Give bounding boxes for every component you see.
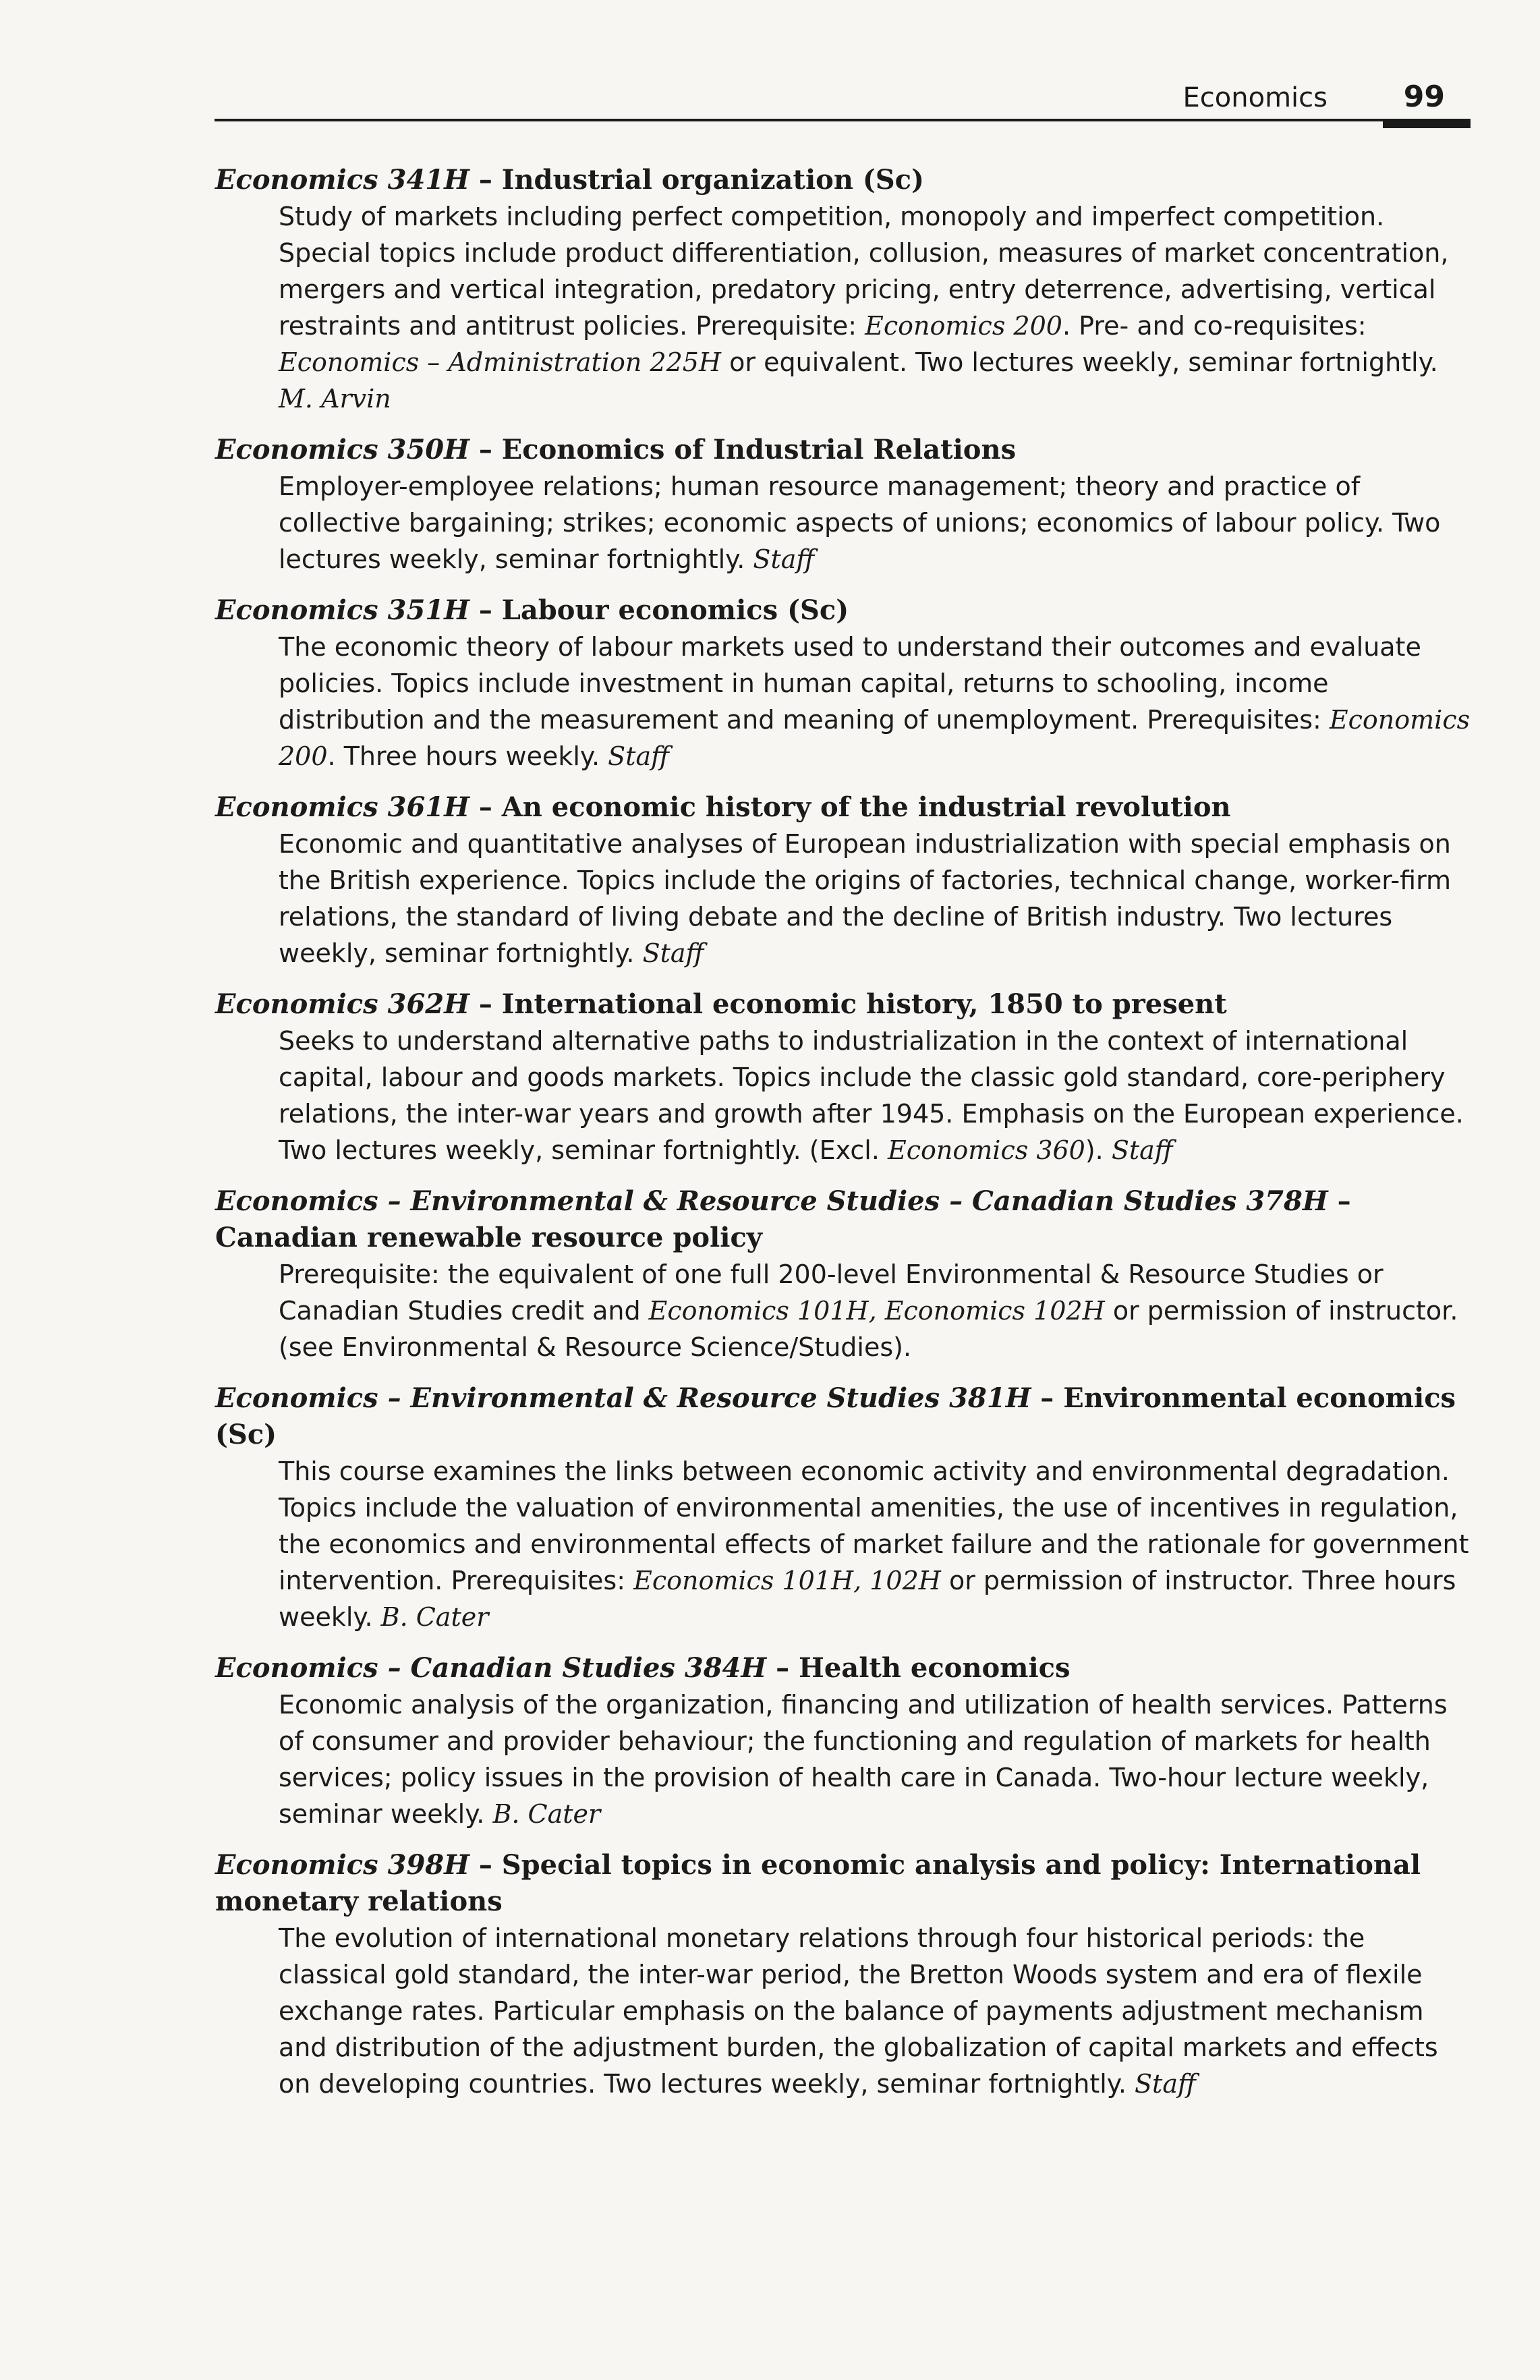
page-number: 99 — [1403, 80, 1445, 114]
course-entry — [206, 789, 1474, 971]
course-list — [206, 162, 1474, 2117]
course-entry — [206, 1847, 1474, 2102]
course-heading: Economics – Environmental & Resource Studies – Canadian Studies 378H – Canadian renewable resource policy — [215, 1185, 1351, 1253]
course-entry — [206, 986, 1474, 1168]
course-entry — [206, 432, 1474, 577]
course-description: Employer-employee relations; human resource management; theory and practice of collective bargaining; strikes; economic aspects of unions; economics of labour policy. Two lectures weekly, seminar fortnightly. Staff — [279, 472, 1441, 574]
course-title: Labour economics (Sc) — [501, 594, 849, 626]
course-title: Industrial organization (Sc) — [501, 164, 924, 196]
course-code: Economics – Environmental & Resource Studies – Canadian Studies 378H — [215, 1185, 1328, 1217]
instructor: M. Arvin — [279, 384, 391, 414]
course-code: Economics 361H — [215, 791, 469, 823]
instructor: Staff — [1135, 2069, 1196, 2099]
course-entry — [206, 162, 1474, 417]
course-entry — [206, 1650, 1474, 1832]
course-heading: Economics 350H – Economics of Industrial Relations — [215, 434, 1017, 465]
course-code: Economics 362H — [215, 988, 469, 1020]
course-title: International economic history, 1850 to present — [501, 988, 1227, 1020]
course-heading: Economics 351H – Labour economics (Sc) — [215, 594, 849, 626]
excluded-course: Economics 360 — [888, 1135, 1085, 1165]
course-description: Study of markets including perfect competition, monopoly and imperfect competition. Special topics include product differentiation, collusion, measures of market concentration, mergers and vertical integration, predatory pricing, entry deterrence, advertising, vertical restraints and antitrust policies. Prerequisite: Economics 200. Pre- and co-requisites: Economics – Administration 225H or equivalent. Two lectures weekly, seminar fortnightly. M. Arvin — [279, 202, 1449, 414]
course-heading: Economics – Environmental & Resource Studies 381H – Environmental economics (Sc) — [215, 1382, 1456, 1450]
course-code: Economics 398H — [215, 1849, 469, 1881]
course-description: Economic and quantitative analyses of European industrialization with special emphasis on the British experience. Topics include the origins of factories, technical change, worker-firm relations, the standard of living debate and the decline of British industry. Two lectures weekly, seminar fortnightly. Staff — [279, 829, 1452, 968]
instructor: Staff — [1111, 1135, 1173, 1165]
course-entry — [206, 1183, 1474, 1365]
course-heading: Economics 398H – Special topics in economic analysis and policy: International monetary relations — [215, 1849, 1421, 1917]
course-heading: Economics 341H – Industrial organization (Sc) — [215, 164, 924, 196]
instructor: B. Cater — [380, 1602, 489, 1632]
course-code: Economics – Environmental & Resource Studies 381H — [215, 1382, 1031, 1414]
course-description: The economic theory of labour markets used to understand their outcomes and evaluate policies. Topics include investment in human capital, returns to schooling, income distribution and the measurement and meaning of unemployment. Prerequisites: Economics 200. Three hours weekly. Staff — [279, 632, 1471, 771]
prerequisite-course: Economics 101H, 102H — [633, 1566, 941, 1595]
prerequisite-course: Economics 200 — [865, 311, 1062, 341]
course-heading: Economics – Canadian Studies 384H – Health economics — [215, 1652, 1071, 1684]
course-description: This course examines the links between economic activity and environmental degradation. Topics include the valuation of environmental amenities, the use of incentives in regulation, the economics and environmental effects of market failure and the rationale for government intervention. Prerequisites: Economics 101H, 102H or permission of instructor. Three hours weekly. B. Cater — [279, 1456, 1469, 1632]
instructor: Staff — [608, 741, 670, 771]
prerequisite-course: Economics 101H, Economics 102H — [648, 1296, 1105, 1326]
course-heading: Economics 362H – International economic history, 1850 to present — [215, 988, 1227, 1020]
course-entry — [206, 592, 1474, 774]
course-description: Seeks to understand alternative paths to industrialization in the context of international capital, labour and goods markets. Topics include the classic gold standard, core-periphery relations, the inter-war years and growth after 1945. Emphasis on the European experience. Two lectures weekly, seminar fortnightly. (Excl. Economics 360). Staff — [279, 1026, 1464, 1165]
course-title: Special topics in economic analysis and policy: International monetary relations — [215, 1849, 1421, 1917]
course-description: The evolution of international monetary relations through four historical periods: the classical gold standard, the inter-war period, the Bretton Woods system and era of flexile exchange rates. Particular emphasis on the balance of payments adjustment mechanism and distribution of the adjustment burden, the globalization of capital markets and effects on developing countries. Two lectures weekly, seminar fortnightly. Staff — [279, 1923, 1438, 2099]
course-title: Health economics — [799, 1652, 1071, 1684]
course-title: Environmental economics (Sc) — [215, 1382, 1456, 1450]
instructor: B. Cater — [492, 1799, 601, 1829]
course-description: Prerequisite: the equivalent of one full 200-level Environmental & Resource Studies or Canadian Studies credit and Economics 101H, Economics 102H or permission of instructor. (see Environmental & Resource Science/Studies). — [279, 1259, 1458, 1362]
course-description: Economic analysis of the organization, financing and utilization of health services. Patterns of consumer and provider behaviour; the functioning and regulation of markets for health services; policy issues in the provision of health care in Canada. Two-hour lecture weekly, seminar weekly. B. Cater — [279, 1690, 1448, 1829]
header-rule-accent — [1383, 119, 1471, 128]
corequisite-course: Economics – Administration 225H — [279, 347, 722, 377]
course-entry — [206, 1380, 1474, 1635]
header-rule — [215, 119, 1471, 121]
course-code: Economics 350H — [215, 434, 469, 465]
running-head: Economics — [1182, 82, 1328, 113]
course-title: An economic history of the industrial revolution — [501, 791, 1231, 823]
prerequisite-course: Economics 200 — [279, 705, 1471, 771]
instructor: Staff — [642, 938, 704, 968]
course-code: Economics – Canadian Studies 384H — [215, 1652, 767, 1684]
course-code: Economics 341H — [215, 164, 469, 196]
course-heading: Economics 361H – An economic history of the industrial revolution — [215, 791, 1231, 823]
course-title: Economics of Industrial Relations — [501, 434, 1017, 465]
course-title: Canadian renewable resource policy — [215, 1222, 763, 1253]
page-header — [215, 76, 1471, 123]
instructor: Staff — [753, 544, 815, 574]
course-code: Economics 351H — [215, 594, 469, 626]
